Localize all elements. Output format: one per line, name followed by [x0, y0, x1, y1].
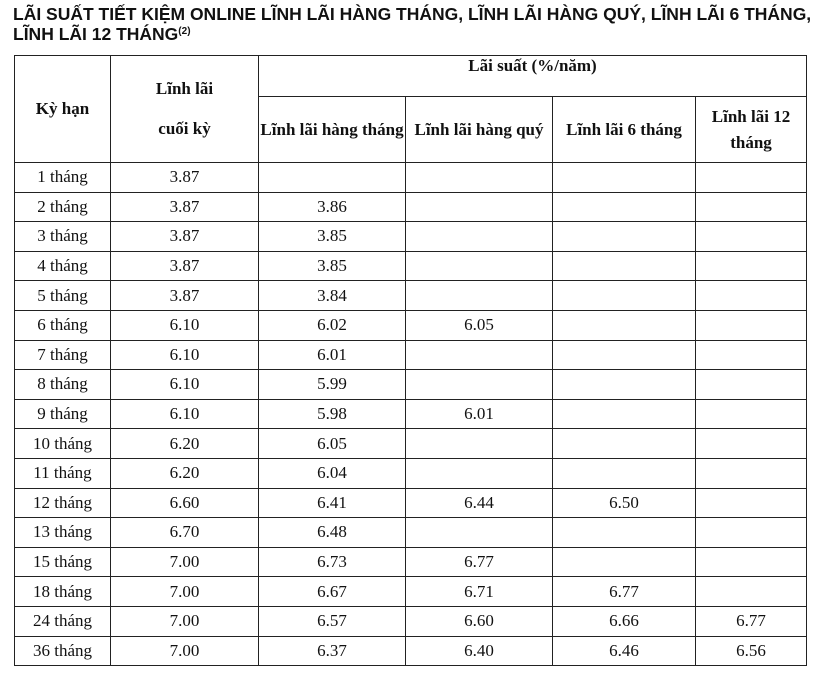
- cell-term: 8 tháng: [15, 370, 111, 400]
- table-row: [15, 458, 807, 488]
- cell-monthly: 6.73: [259, 547, 406, 577]
- cell-quarterly: [406, 281, 553, 311]
- cell-quarterly: 6.01: [406, 399, 553, 429]
- header-term: Kỳ hạn: [15, 56, 111, 163]
- cell-monthly: 6.67: [259, 577, 406, 607]
- cell-term: 2 tháng: [15, 192, 111, 222]
- cell-six-month: [553, 458, 696, 488]
- cell-twelve-month: [696, 577, 807, 607]
- cell-end-of-term: 6.10: [111, 399, 259, 429]
- table-row: [15, 488, 807, 518]
- table-header: [15, 56, 807, 163]
- cell-term: 3 tháng: [15, 222, 111, 252]
- cell-six-month: [553, 518, 696, 548]
- cell-quarterly: [406, 163, 553, 193]
- table-row: [15, 310, 807, 340]
- table-row: [15, 547, 807, 577]
- cell-monthly: 3.84: [259, 281, 406, 311]
- title-text: LÃI SUẤT TIẾT KIỆM ONLINE LĨNH LÃI HÀNG THÁNG, LĨNH LÃI HÀNG QUÝ, LĨNH LÃI 6 THÁNG, LĨNH LÃI 12 THÁNG: [13, 4, 812, 44]
- cell-end-of-term: 6.60: [111, 488, 259, 518]
- cell-term: 15 tháng: [15, 547, 111, 577]
- header-monthly: Lĩnh lãi hàng tháng: [259, 97, 406, 163]
- cell-term: 18 tháng: [15, 577, 111, 607]
- cell-twelve-month: [696, 310, 807, 340]
- cell-quarterly: 6.77: [406, 547, 553, 577]
- table-row: [15, 251, 807, 281]
- cell-monthly: 6.02: [259, 310, 406, 340]
- cell-term: 7 tháng: [15, 340, 111, 370]
- cell-twelve-month: [696, 222, 807, 252]
- table-row: [15, 222, 807, 252]
- cell-end-of-term: 6.10: [111, 370, 259, 400]
- table-row: [15, 281, 807, 311]
- table-row: [15, 636, 807, 666]
- cell-quarterly: 6.71: [406, 577, 553, 607]
- cell-quarterly: [406, 192, 553, 222]
- title-footnote: (2): [178, 26, 191, 37]
- cell-twelve-month: [696, 518, 807, 548]
- cell-quarterly: 6.44: [406, 488, 553, 518]
- cell-end-of-term: 3.87: [111, 281, 259, 311]
- cell-six-month: [553, 310, 696, 340]
- cell-six-month: [553, 399, 696, 429]
- cell-monthly: 6.37: [259, 636, 406, 666]
- cell-monthly: 3.85: [259, 251, 406, 281]
- cell-monthly: 6.48: [259, 518, 406, 548]
- cell-end-of-term: 7.00: [111, 606, 259, 636]
- cell-end-of-term: 3.87: [111, 163, 259, 193]
- cell-six-month: 6.77: [553, 577, 696, 607]
- cell-end-of-term: 7.00: [111, 577, 259, 607]
- cell-quarterly: [406, 429, 553, 459]
- table-row: [15, 163, 807, 193]
- table-row: [15, 192, 807, 222]
- cell-monthly: 6.04: [259, 458, 406, 488]
- cell-term: 24 tháng: [15, 606, 111, 636]
- cell-quarterly: [406, 222, 553, 252]
- cell-monthly: 6.05: [259, 429, 406, 459]
- cell-term: 12 tháng: [15, 488, 111, 518]
- cell-six-month: 6.66: [553, 606, 696, 636]
- header-end-of-term-line2: cuối kỳ: [158, 119, 211, 138]
- cell-monthly: 3.86: [259, 192, 406, 222]
- table-row: [15, 518, 807, 548]
- header-six-month: Lĩnh lãi 6 tháng: [553, 97, 696, 163]
- cell-term: 5 tháng: [15, 281, 111, 311]
- cell-twelve-month: [696, 429, 807, 459]
- table-row: [15, 399, 807, 429]
- header-rate-group: Lãi suất (%/năm): [259, 56, 807, 97]
- cell-quarterly: 6.05: [406, 310, 553, 340]
- cell-term: 1 tháng: [15, 163, 111, 193]
- cell-monthly: 6.01: [259, 340, 406, 370]
- cell-six-month: [553, 429, 696, 459]
- header-twelve-month: Lĩnh lãi 12 tháng: [696, 97, 807, 163]
- cell-six-month: 6.46: [553, 636, 696, 666]
- cell-term: 11 tháng: [15, 458, 111, 488]
- cell-quarterly: 6.60: [406, 606, 553, 636]
- cell-monthly: [259, 163, 406, 193]
- cell-twelve-month: [696, 370, 807, 400]
- cell-quarterly: [406, 370, 553, 400]
- cell-six-month: [553, 340, 696, 370]
- cell-end-of-term: 7.00: [111, 547, 259, 577]
- cell-end-of-term: 3.87: [111, 251, 259, 281]
- cell-twelve-month: [696, 163, 807, 193]
- cell-twelve-month: [696, 458, 807, 488]
- cell-six-month: [553, 251, 696, 281]
- cell-quarterly: [406, 251, 553, 281]
- cell-end-of-term: 6.20: [111, 458, 259, 488]
- interest-rate-table: [14, 55, 807, 666]
- table-row: [15, 370, 807, 400]
- header-end-of-term-line1: Lĩnh lãi: [155, 79, 214, 98]
- cell-six-month: [553, 281, 696, 311]
- cell-twelve-month: [696, 281, 807, 311]
- cell-end-of-term: 7.00: [111, 636, 259, 666]
- cell-quarterly: [406, 458, 553, 488]
- cell-monthly: 5.98: [259, 399, 406, 429]
- cell-term: 13 tháng: [15, 518, 111, 548]
- cell-term: 10 tháng: [15, 429, 111, 459]
- header-quarterly: Lĩnh lãi hàng quý: [406, 97, 553, 163]
- cell-term: 4 tháng: [15, 251, 111, 281]
- cell-end-of-term: 3.87: [111, 192, 259, 222]
- table-row: [15, 606, 807, 636]
- cell-monthly: 5.99: [259, 370, 406, 400]
- cell-end-of-term: 3.87: [111, 222, 259, 252]
- cell-end-of-term: 6.10: [111, 340, 259, 370]
- header-end-of-term: [111, 56, 259, 163]
- page-title: [13, 4, 813, 44]
- cell-six-month: 6.50: [553, 488, 696, 518]
- cell-six-month: [553, 547, 696, 577]
- cell-term: 6 tháng: [15, 310, 111, 340]
- cell-six-month: [553, 163, 696, 193]
- cell-twelve-month: [696, 547, 807, 577]
- cell-term: 36 tháng: [15, 636, 111, 666]
- cell-twelve-month: [696, 340, 807, 370]
- cell-quarterly: [406, 340, 553, 370]
- cell-twelve-month: 6.56: [696, 636, 807, 666]
- cell-twelve-month: [696, 399, 807, 429]
- cell-twelve-month: [696, 251, 807, 281]
- cell-twelve-month: [696, 192, 807, 222]
- cell-end-of-term: 6.20: [111, 429, 259, 459]
- cell-six-month: [553, 222, 696, 252]
- cell-quarterly: 6.40: [406, 636, 553, 666]
- table-row: [15, 340, 807, 370]
- cell-six-month: [553, 370, 696, 400]
- table-body: [15, 163, 807, 666]
- cell-end-of-term: 6.70: [111, 518, 259, 548]
- cell-end-of-term: 6.10: [111, 310, 259, 340]
- header-row-top: [15, 56, 807, 97]
- table-row: [15, 429, 807, 459]
- table-row: [15, 577, 807, 607]
- cell-twelve-month: 6.77: [696, 606, 807, 636]
- cell-term: 9 tháng: [15, 399, 111, 429]
- cell-monthly: 6.41: [259, 488, 406, 518]
- cell-twelve-month: [696, 488, 807, 518]
- cell-six-month: [553, 192, 696, 222]
- cell-monthly: 6.57: [259, 606, 406, 636]
- cell-quarterly: [406, 518, 553, 548]
- cell-monthly: 3.85: [259, 222, 406, 252]
